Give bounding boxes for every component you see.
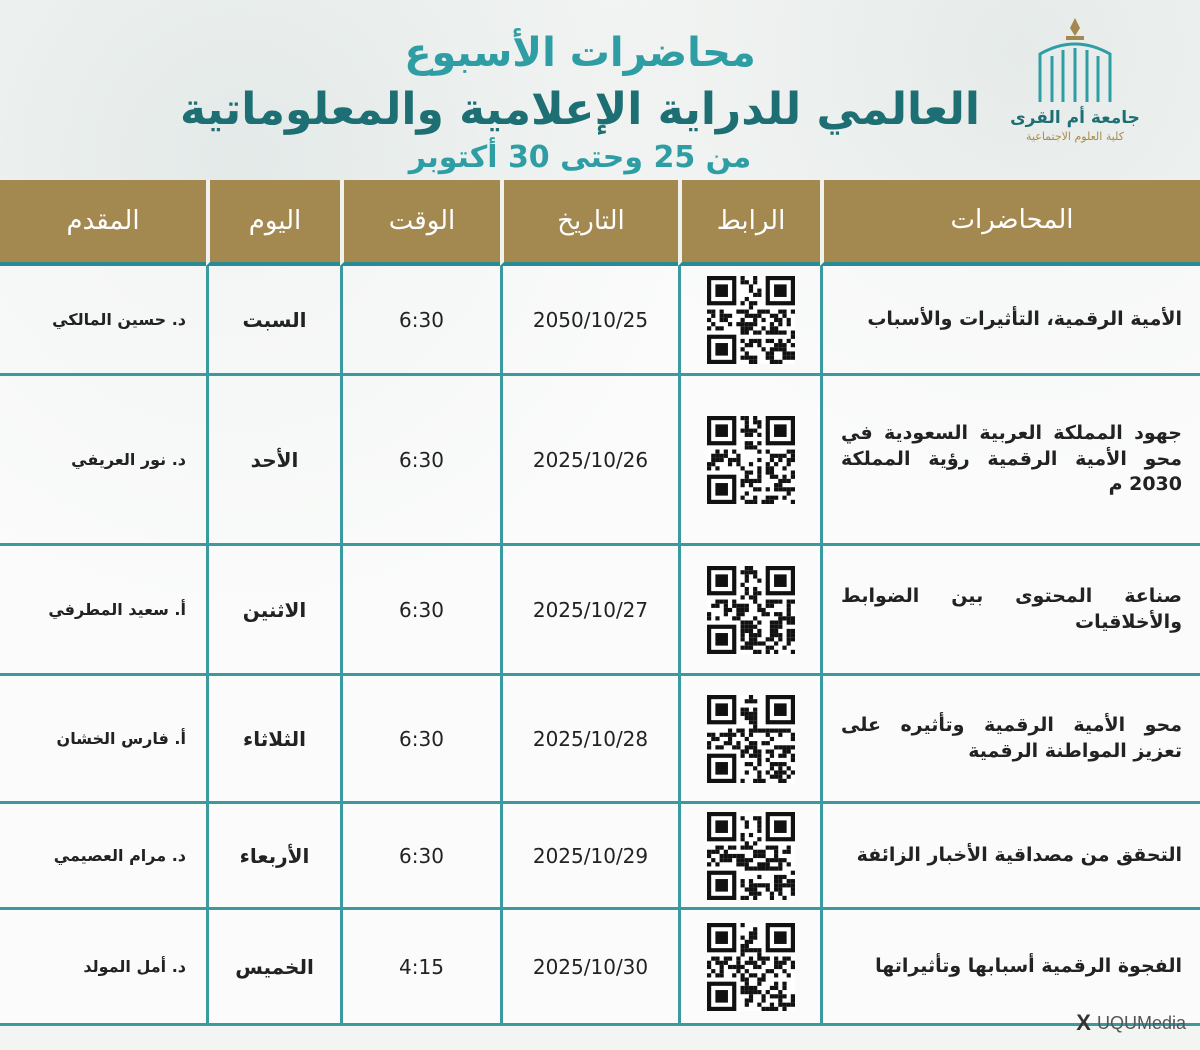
- table-row: [0, 804, 1200, 910]
- lecture-title: الفجوة الرقمية أسبابها وتأثيراتها: [820, 910, 1200, 1023]
- qr-link[interactable]: [678, 376, 820, 543]
- qr-code-icon[interactable]: [707, 276, 795, 364]
- qr-link[interactable]: [678, 676, 820, 801]
- lecture-title: محو الأمية الرقمية وتأثيره على تعزيز المواطنة الرقمية: [820, 676, 1200, 801]
- lecture-date: 2025/10/29: [500, 804, 678, 907]
- x-logo-icon: X: [1076, 1010, 1091, 1035]
- lecture-time: 4:15: [340, 910, 500, 1023]
- qr-code-icon[interactable]: [707, 566, 795, 654]
- table-row: [0, 910, 1200, 1026]
- title-line-1: محاضرات الأسبوع: [404, 30, 756, 76]
- lecture-day: الخميس: [206, 910, 340, 1023]
- header: [0, 0, 1200, 180]
- table-row: [0, 376, 1200, 546]
- lecture-time: 6:30: [340, 676, 500, 801]
- lecture-time: 6:30: [340, 376, 500, 543]
- university-logo-icon: [1030, 14, 1120, 106]
- qr-link[interactable]: [678, 910, 820, 1023]
- lecture-presenter: أ. فارس الخشان: [0, 676, 206, 801]
- college-name: كلية العلوم الاجتماعية: [1026, 130, 1124, 143]
- lecture-time: 6:30: [340, 546, 500, 673]
- lecture-date: 2025/10/28: [500, 676, 678, 801]
- table-body: [0, 266, 1200, 1026]
- lecture-presenter: د. مرام العصيمي: [0, 804, 206, 907]
- university-name: جامعة أم القرى: [1010, 108, 1140, 128]
- qr-link[interactable]: [678, 546, 820, 673]
- header-link: الرابط: [678, 180, 820, 266]
- lecture-date: 2025/10/27: [500, 546, 678, 673]
- lecture-day: الاثنين: [206, 546, 340, 673]
- lecture-title: الأمية الرقمية، التأثيرات والأسباب: [820, 266, 1200, 373]
- title-line-2: العالمي للدراية الإعلامية والمعلوماتية: [180, 84, 980, 135]
- table-row: [0, 266, 1200, 376]
- lecture-title: التحقق من مصداقية الأخبار الزائفة: [820, 804, 1200, 907]
- lecture-day: السبت: [206, 266, 340, 373]
- qr-link[interactable]: [678, 266, 820, 373]
- lecture-date: 2025/10/26: [500, 376, 678, 543]
- qr-code-icon[interactable]: [707, 416, 795, 504]
- lecture-day: الأحد: [206, 376, 340, 543]
- lecture-presenter: د. أمل المولد: [0, 910, 206, 1023]
- lecture-time: 6:30: [340, 804, 500, 907]
- lecture-time: 6:30: [340, 266, 500, 373]
- lecture-date: 2050/10/25: [500, 266, 678, 373]
- university-logo: [1010, 14, 1140, 154]
- lecture-day: الأربعاء: [206, 804, 340, 907]
- header-lectures: المحاضرات: [820, 180, 1200, 266]
- table-row: [0, 676, 1200, 804]
- title-date-range: من 25 وحتى 30 أكتوبر: [408, 140, 752, 175]
- header-presenter: المقدم: [0, 180, 206, 266]
- qr-link[interactable]: [678, 804, 820, 907]
- table-header-row: [0, 180, 1200, 266]
- footer-brand: [1076, 1010, 1186, 1036]
- lecture-day: الثلاثاء: [206, 676, 340, 801]
- qr-code-icon[interactable]: [707, 923, 795, 1011]
- lecture-presenter: د. نور العريفي: [0, 376, 206, 543]
- qr-code-icon[interactable]: [707, 812, 795, 900]
- header-day: اليوم: [206, 180, 340, 266]
- lecture-date: 2025/10/30: [500, 910, 678, 1023]
- lecture-presenter: د. حسين المالكي: [0, 266, 206, 373]
- brand-handle: UQUMedia: [1096, 1012, 1186, 1033]
- qr-code-icon[interactable]: [707, 695, 795, 783]
- header-date: التاريخ: [500, 180, 678, 266]
- lecture-title: صناعة المحتوى بين الضوابط والأخلاقيات: [820, 546, 1200, 673]
- header-time: الوقت: [340, 180, 500, 266]
- lecture-presenter: أ. سعيد المطرفي: [0, 546, 206, 673]
- lectures-table: [0, 180, 1200, 1026]
- table-row: [0, 546, 1200, 676]
- lecture-title: جهود المملكة العربية السعودية في محو الأمية الرقمية رؤية المملكة 2030 م: [820, 376, 1200, 543]
